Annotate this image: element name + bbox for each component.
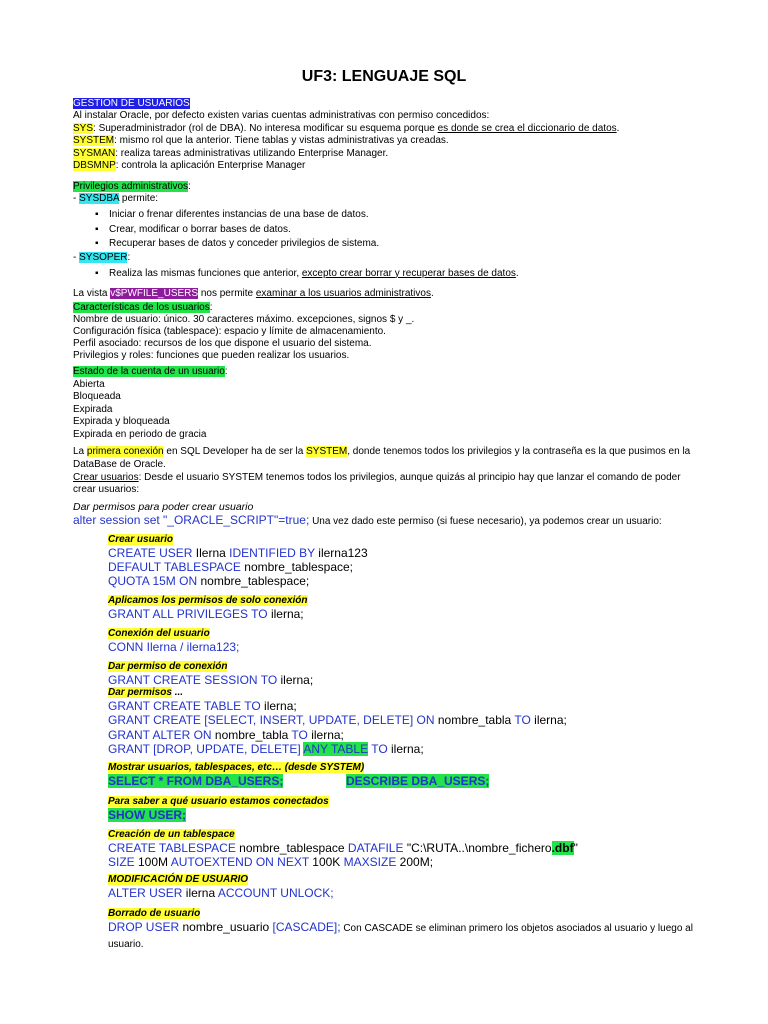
block-dar-permisos: Dar permiso de conexión GRANT CREATE SESSION TO ilerna; Dar permisos ... GRANT CREATE TABLE TO ilerna; GRANT CREATE [SELECT, INSERT, UPDATE, DELETE] ON nombre_tabla TO ilerna; GRANT ALTER ON nombre_tabla TO ilerna; GRANT [DROP, UPDATE, DELETE] ANY TABLE TO ilerna; — [108, 661, 708, 756]
darp-caption: Dar permisos — [108, 687, 172, 699]
code-line: SELECT * FROM DBA_USERS; DESCRIBE DBA_USERS; — [108, 774, 490, 788]
code-line: GRANT CREATE [SELECT, INSERT, UPDATE, DELETE] ON nombre_tabla TO ilerna; — [108, 713, 567, 728]
gestion-sysman: SYSMAN: realiza tareas administrativas utilizando Enterprise Manager. — [73, 147, 389, 159]
crear-caption: Crear usuario — [108, 534, 174, 545]
list-item: ▪ Crear, modificar o borrar bases de datos. — [109, 223, 698, 238]
gestion-dbsmnp: DBSMNP: controla la aplicación Enterprise Manager — [73, 160, 306, 172]
code-line: GRANT CREATE SESSION TO ilerna; — [108, 673, 314, 687]
block-mostrar-usuarios — [108, 762, 708, 788]
list-item: ▪ Recuperar bases de datos y conceder privilegios de sistema. — [109, 237, 698, 252]
vista-line: La vista v$PWFILE_USERS nos permite examinar a los usuarios administrativos. — [73, 288, 434, 300]
estado-heading: Estado de la cuenta de un usuario — [73, 366, 225, 377]
mod-caption: MODIFICACIÓN DE USUARIO — [108, 874, 248, 885]
estado-item: Abierta — [73, 378, 105, 390]
saber-caption: Para saber a qué usuario estamos conectados — [108, 796, 329, 807]
darcon-caption: Dar permiso de conexión — [108, 661, 228, 672]
block-crear-usuario — [108, 534, 708, 589]
gestion-intro: Al instalar Oracle, por defecto existen varias cuentas administrativas con permiso concedidos: — [73, 110, 490, 122]
ts-caption: Creación de un tablespace — [108, 829, 235, 840]
document-title: UF3: LENGUAJE SQL — [301, 68, 467, 85]
estado-item: Expirada — [73, 403, 113, 415]
gestion-sys: SYS: Superadministrador (rol de DBA). No interesa modificar su esquema porque es donde se crea el diccionario de datos. — [73, 122, 620, 134]
conexion-paragraph: La primera conexión en SQL Developer ha de ser la SYSTEM, donde tenemos todos los privilegios y la contraseña es la que pusimos en la DataBase de Oracle. — [73, 446, 691, 470]
caracteristica-line: Configuración física (tablespace): espacio y límite de almacenamiento. — [73, 326, 386, 338]
code-line: QUOTA 15M ON nombre_tablespace; — [108, 574, 310, 589]
list-item: ▪ Realiza las mismas funciones que anterior, excepto crear borrar y recuperar bases de datos. — [109, 267, 698, 282]
block-solo-conexion — [108, 595, 708, 621]
block-tablespace — [108, 829, 708, 869]
code-line: CONN Ilerna / ilerna123; — [108, 640, 240, 654]
code-line: DEFAULT TABLESPACE nombre_tablespace; — [108, 560, 354, 575]
code-line: DROP USER nombre_usuario [CASCADE]; Con CASCADE se eliminan primero los objetos asociados al usuario y luego al usuario. — [108, 920, 693, 950]
caracteristica-line: Privilegios y roles: funciones que pueden realizar los usuarios. — [73, 349, 350, 361]
section-estado: Estado de la cuenta de un usuario: Abierta Bloqueada Expirada Expirada y bloqueada Expirada en periodo de gracia — [73, 366, 698, 442]
code-line: SHOW USER; — [108, 808, 186, 822]
gestion-heading: GESTION DE USUARIOS — [73, 98, 190, 109]
block-borrado — [108, 908, 698, 952]
section-script — [73, 501, 698, 529]
section-gestion-usuarios — [73, 98, 698, 172]
estado-item: Expirada y bloqueada — [73, 416, 170, 428]
script-line: alter session set "_ORACLE_SCRIPT"=true; Una vez dado este permiso (si fuese necesario), ya podemos crear un usuario: — [73, 513, 662, 528]
caracteristica-line: Perfil asociado: recursos de los que dispone el usuario del sistema. — [73, 338, 372, 349]
code-line: GRANT [DROP, UPDATE, DELETE] ANY TABLE TO ilerna; — [108, 741, 424, 756]
estado-item: Expirada en periodo de gracia — [73, 428, 207, 440]
sysoper-line: - SYSOPER: — [73, 252, 131, 264]
section-privilegios: Privilegios administrativos: - SYSDBA permite: ▪ Iniciar o frenar diferentes instancias de una base de datos. ▪ Crear, modificar o borrar bases de datos. ▪ Recuperar bases de datos y conceder privilegios de sistema. - SYSOPER: ▪ Realiza las mismas funciones que anterior, excepto crear borrar y recuperar bases de datos. La vista v$PWFILE_USERS nos permite examinar a los usuarios administrativos. — [73, 181, 698, 301]
sysdba-line: - SYSDBA permite: — [73, 193, 159, 205]
solo-caption: Aplicamos los permisos de solo conexión — [108, 595, 308, 606]
mostrar-caption: Mostrar usuarios, tablespaces, etc… (desde SYSTEM) — [108, 762, 365, 773]
gestion-system: SYSTEM: mismo rol que la anterior. Tiene tablas y vistas administrativas ya creadas. — [73, 135, 449, 147]
code-line: GRANT ALTER ON nombre_tabla TO ilerna; — [108, 727, 344, 742]
list-item: ▪ Iniciar o frenar diferentes instancias de una base de datos. — [109, 208, 698, 223]
section-caracteristicas: Características de los usuarios: Nombre de usuario: único. 30 caracteres máximo. excepciones, signos $ y _. Configuración física (tablespace): espacio y límite de almacenamiento. Perfil asociado: recursos de los que dispone el usuario del sistema. Privilegios y roles: funciones que pueden realizar los usuarios. — [73, 302, 698, 362]
privilegios-heading: Privilegios administrativos — [73, 181, 189, 192]
borr-caption: Borrado de usuario — [108, 908, 201, 919]
estado-item: Bloqueada — [73, 391, 121, 403]
code-line: GRANT CREATE TABLE TO ilerna; — [108, 699, 297, 714]
code-line: ALTER USER ilerna ACCOUNT UNLOCK; — [108, 886, 334, 900]
block-modificacion — [108, 874, 708, 900]
block-show-user — [108, 796, 708, 822]
code-line: CREATE TABLESPACE nombre_tablespace DATAFILE "C:\RUTA..\nombre_fichero.dbf" — [108, 841, 578, 855]
code-line: GRANT ALL PRIVILEGES TO ilerna; — [108, 607, 304, 621]
crear-usuarios-paragraph: Crear usuarios: Desde el usuario SYSTEM tenemos todos los privilegios, aunque quizás al principio hay que lanzar el comando de poder crear usuarios: — [73, 471, 681, 496]
code-line: SIZE 100M AUTOEXTEND ON NEXT 100K MAXSIZE 200M; — [108, 855, 434, 870]
script-caption: Dar permisos para poder crear usuario — [73, 501, 254, 513]
conn-caption: Conexión del usuario — [108, 628, 210, 639]
sysdba-list — [73, 208, 698, 252]
block-conexion-usuario — [108, 628, 708, 654]
caracteristicas-heading: Características de los usuarios — [73, 302, 210, 313]
code-line: CREATE USER Ilerna IDENTIFIED BY ilerna123 — [108, 546, 368, 560]
caracteristica-line: Nombre de usuario: único. 30 caracteres máximo. excepciones, signos $ y _. — [73, 314, 415, 326]
section-conexion — [73, 446, 698, 497]
sysoper-list — [73, 267, 698, 282]
